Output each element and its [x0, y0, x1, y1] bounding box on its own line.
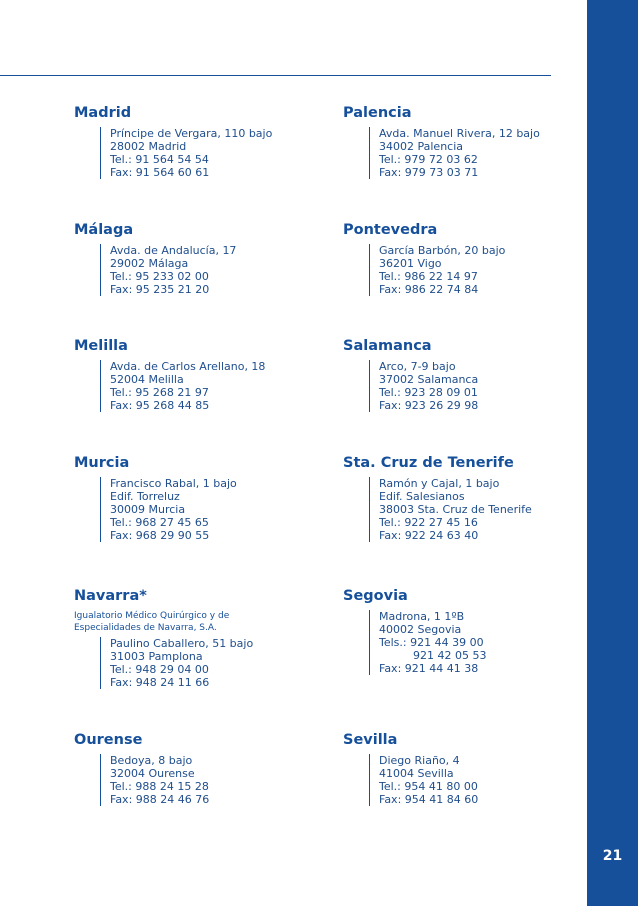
fax-line: Fax: 95 235 21 20 — [110, 283, 210, 296]
address-line: García Barbón, 20 bajo — [379, 244, 506, 257]
phone-line: Tel.: 922 27 45 16 — [379, 516, 478, 529]
address-line: Bedoya, 8 bajo — [110, 754, 193, 767]
address-line: Príncipe de Vergara, 110 bajo — [110, 127, 273, 140]
office-malaga — [74, 221, 314, 296]
phone-line: Tel.: 986 22 14 97 — [379, 270, 478, 283]
address-block — [369, 477, 583, 542]
office-murcia — [74, 454, 314, 542]
fax-line: Fax: 91 564 60 61 — [110, 166, 210, 179]
address-line: Diego Riaño, 4 — [379, 754, 460, 767]
office-madrid — [74, 104, 314, 179]
address-line: 38003 Sta. Cruz de Tenerife — [379, 503, 532, 516]
city-heading: Málaga — [74, 222, 134, 238]
city-heading: Navarra* — [74, 588, 147, 604]
phone-line: Tel.: 948 29 04 00 — [110, 663, 209, 676]
address-block — [369, 610, 583, 675]
office-melilla — [74, 337, 314, 412]
address-line: Ramón y Cajal, 1 bajo — [379, 477, 500, 490]
address-line: 32004 Ourense — [110, 767, 195, 780]
top-rule — [0, 75, 551, 76]
address-line: Edif. Torreluz — [110, 490, 180, 503]
address-block — [369, 127, 583, 179]
address-line: Francisco Rabal, 1 bajo — [110, 477, 237, 490]
city-heading: Sevilla — [343, 732, 398, 748]
address-line: Avda. de Carlos Arellano, 18 — [110, 360, 266, 373]
city-heading: Murcia — [74, 455, 130, 471]
fax-line: Fax: 979 73 03 71 — [379, 166, 479, 179]
address-line: 31003 Pamplona — [110, 650, 203, 663]
fax-line: Fax: 968 29 90 55 — [110, 529, 210, 542]
city-heading: Palencia — [343, 105, 412, 121]
office-salamanca — [343, 337, 583, 412]
phone-line: Tel.: 923 28 09 01 — [379, 386, 478, 399]
address-block — [100, 244, 314, 296]
phone-line: Tel.: 979 72 03 62 — [379, 153, 478, 166]
city-heading: Melilla — [74, 338, 128, 354]
office-navarra — [74, 587, 314, 689]
fax-line: Fax: 948 24 11 66 — [110, 676, 210, 689]
address-line: Arco, 7-9 bajo — [379, 360, 456, 373]
fax-line: Fax: 986 22 74 84 — [379, 283, 479, 296]
phone-line: Tels.: 921 44 39 00 — [379, 636, 484, 649]
city-heading: Segovia — [343, 588, 408, 604]
organization-line: Especialidades de Navarra, S.A. — [74, 623, 217, 633]
address-line: 29002 Málaga — [110, 257, 189, 270]
fax-line: Fax: 923 26 29 98 — [379, 399, 479, 412]
address-block — [369, 754, 583, 806]
address-line: 36201 Vigo — [379, 257, 442, 270]
address-block — [100, 477, 314, 542]
address-line: Avda. de Andalucía, 17 — [110, 244, 237, 257]
phone-line: Tel.: 95 268 21 97 — [110, 386, 209, 399]
address-block — [100, 127, 314, 179]
city-heading: Sta. Cruz de Tenerife — [343, 455, 514, 471]
address-line: Edif. Salesianos — [379, 490, 465, 503]
office-palencia — [343, 104, 583, 179]
address-line: 30009 Murcia — [110, 503, 186, 516]
address-block — [100, 637, 314, 689]
phone-line: Tel.: 954 41 80 00 — [379, 780, 478, 793]
address-line: 41004 Sevilla — [379, 767, 454, 780]
fax-line: Fax: 922 24 63 40 — [379, 529, 479, 542]
address-line: Madrona, 1 1ºB — [379, 610, 465, 623]
address-line: 34002 Palencia — [379, 140, 464, 153]
office-pontevedra — [343, 221, 583, 296]
office-sevilla — [343, 731, 583, 806]
address-block — [100, 754, 314, 806]
city-heading: Ourense — [74, 732, 143, 748]
city-heading: Madrid — [74, 105, 132, 121]
office-tenerife — [343, 454, 583, 542]
fax-line: Fax: 988 24 46 76 — [110, 793, 210, 806]
office-segovia — [343, 587, 583, 675]
fax-line: Fax: 921 44 41 38 — [379, 662, 479, 675]
address-block — [100, 360, 314, 412]
phone-line: Tel.: 91 564 54 54 — [110, 153, 209, 166]
phone-line: 921 42 05 53 — [413, 649, 487, 662]
address-block — [369, 244, 583, 296]
address-block — [369, 360, 583, 412]
page-sidebar — [587, 0, 638, 906]
fax-line: Fax: 95 268 44 85 — [110, 399, 210, 412]
office-ourense — [74, 731, 314, 806]
address-line: Avda. Manuel Rivera, 12 bajo — [379, 127, 540, 140]
address-line: 37002 Salamanca — [379, 373, 479, 386]
address-line: 40002 Segovia — [379, 623, 462, 636]
city-heading: Salamanca — [343, 338, 432, 354]
city-heading: Pontevedra — [343, 222, 438, 238]
organization-name — [74, 610, 314, 634]
fax-line: Fax: 954 41 84 60 — [379, 793, 479, 806]
address-line: 52004 Melilla — [110, 373, 184, 386]
organization-line: Igualatorio Médico Quirúrgico y de — [74, 611, 230, 621]
page-number: 21 — [602, 848, 623, 864]
phone-line: Tel.: 95 233 02 00 — [110, 270, 209, 283]
phone-line: Tel.: 988 24 15 28 — [110, 780, 209, 793]
address-line: Paulino Caballero, 51 bajo — [110, 637, 254, 650]
phone-line: Tel.: 968 27 45 65 — [110, 516, 209, 529]
address-line: 28002 Madrid — [110, 140, 187, 153]
